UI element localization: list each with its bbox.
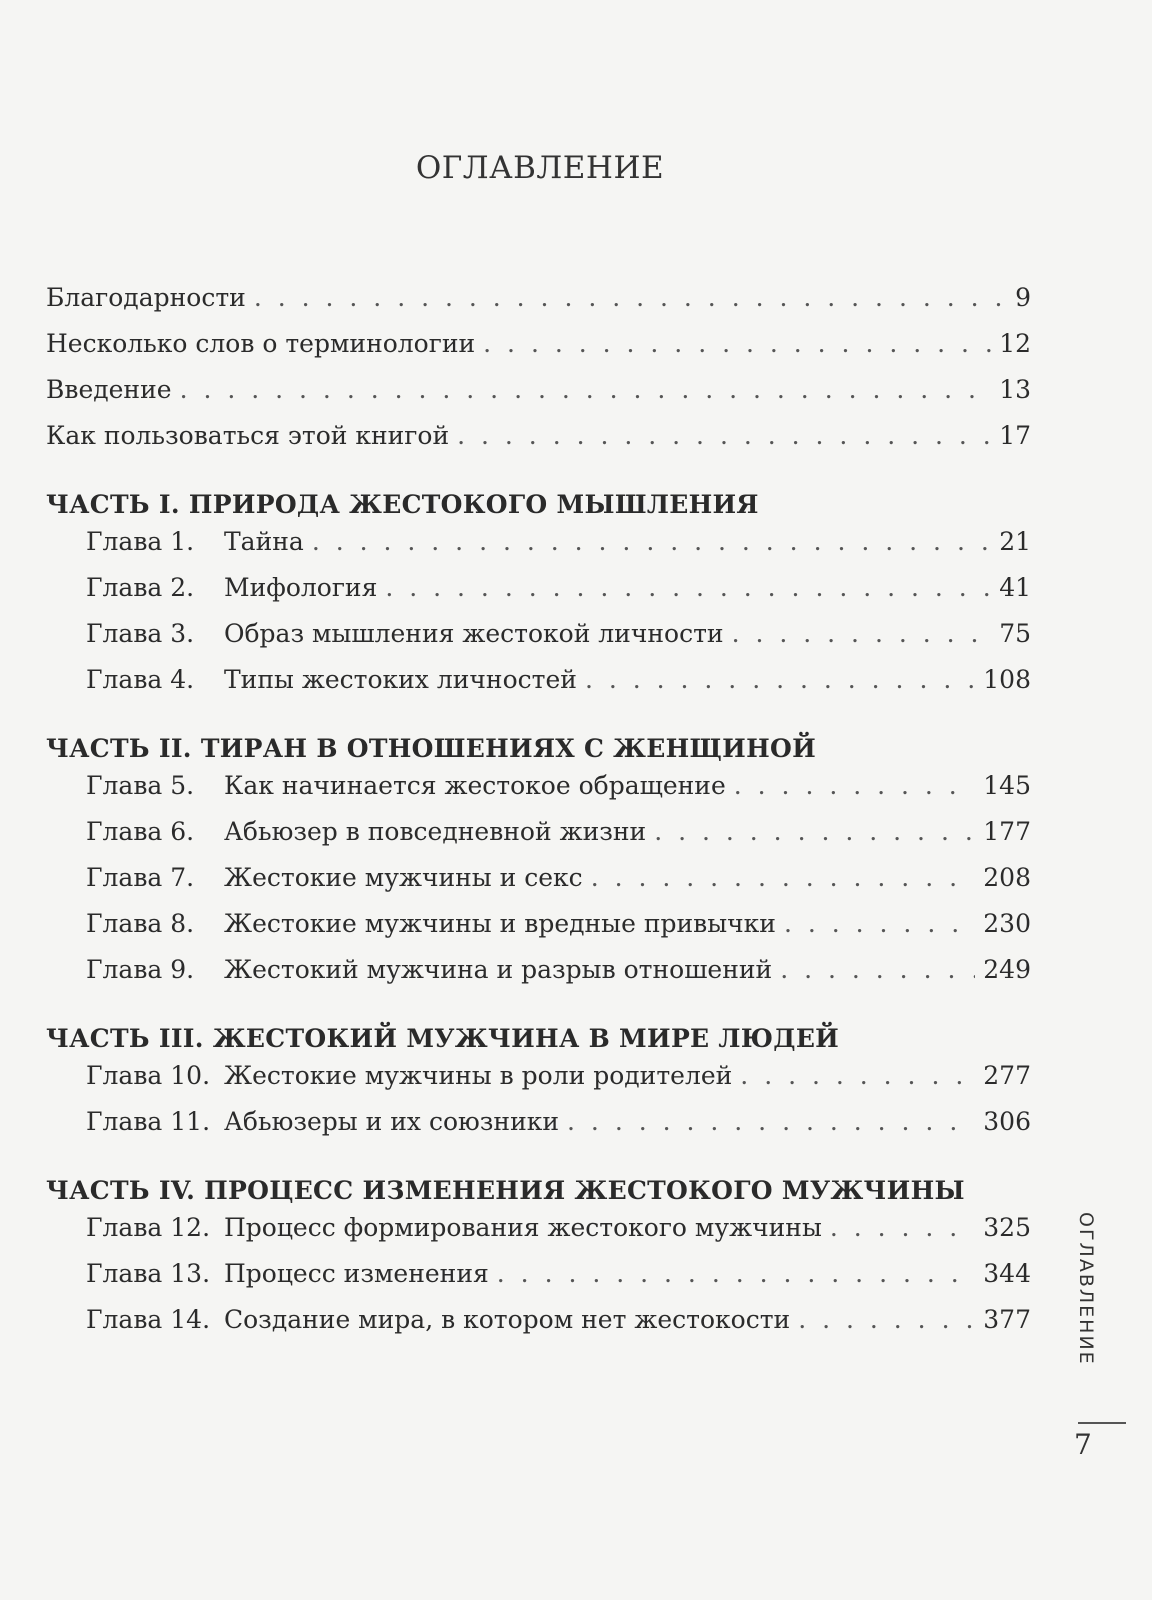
- chapter-number: Глава 11.: [86, 1107, 211, 1136]
- toc-chapter-12[interactable]: [46, 1213, 1031, 1259]
- toc-entry-page: 12: [999, 329, 1031, 358]
- chapter-page: 108: [983, 665, 1031, 694]
- dot-leader: [497, 1259, 976, 1288]
- chapter-title: Типы жестоких личностей: [224, 665, 577, 694]
- chapter-number: Глава 13.: [86, 1259, 211, 1288]
- toc-chapter-7[interactable]: [46, 863, 1031, 909]
- chapter-page: 306: [983, 1107, 1031, 1136]
- chapter-page: 21: [999, 527, 1031, 556]
- part-heading-1[interactable]: ЧАСТЬ I. ПРИРОДА ЖЕСТОКОГО МЫШЛЕНИЯ: [46, 489, 759, 519]
- toc-entry-page: 9: [1015, 283, 1031, 312]
- chapter-title: Тайна: [224, 527, 304, 556]
- chapter-number: Глава 12.: [86, 1213, 211, 1242]
- chapter-number: Глава 10.: [86, 1061, 211, 1090]
- part-heading-2[interactable]: ЧАСТЬ II. ТИРАН В ОТНОШЕНИЯХ С ЖЕНЩИНОЙ: [46, 733, 817, 763]
- chapter-title: Мифология: [224, 573, 378, 602]
- chapter-title: Абьюзер в повседневной жизни: [224, 817, 647, 846]
- dot-leader: [780, 955, 975, 984]
- side-divider: [1078, 1422, 1126, 1424]
- dot-leader: [567, 1107, 975, 1136]
- toc-chapter-6[interactable]: [46, 817, 1031, 863]
- toc-entry-page: 17: [999, 421, 1031, 450]
- chapter-number: Глава 8.: [86, 909, 195, 938]
- chapter-number: Глава 2.: [86, 573, 195, 602]
- toc-entry-page: 13: [999, 375, 1031, 404]
- chapter-number: Глава 9.: [86, 955, 195, 984]
- dot-leader: [180, 375, 992, 404]
- chapter-number: Глава 7.: [86, 863, 195, 892]
- dot-leader: [312, 527, 991, 556]
- toc-entry-terminology[interactable]: [46, 329, 1031, 375]
- dot-leader: [732, 619, 992, 648]
- chapter-title: Процесс изменения: [224, 1259, 489, 1288]
- chapter-title: Создание мира, в котором нет жестокости: [224, 1305, 791, 1334]
- dot-leader: [483, 329, 991, 358]
- part-heading-4[interactable]: ЧАСТЬ IV. ПРОЦЕСС ИЗМЕНЕНИЯ ЖЕСТОКОГО МУЖЧИНЫ: [46, 1175, 965, 1205]
- page-title: ОГЛАВЛЕНИЕ: [415, 150, 665, 186]
- chapter-page: 230: [983, 909, 1031, 938]
- dot-leader: [784, 909, 975, 938]
- toc-chapter-9[interactable]: [46, 955, 1031, 1001]
- chapter-page: 41: [999, 573, 1031, 602]
- dot-leader: [740, 1061, 975, 1090]
- toc-entry-label: Несколько слов о терминологии: [46, 329, 476, 358]
- dot-leader: [654, 817, 975, 846]
- toc-entry-label: Введение: [46, 375, 172, 404]
- chapter-page: 75: [999, 619, 1031, 648]
- toc-chapter-11[interactable]: [46, 1107, 1031, 1153]
- dot-leader: [254, 283, 1007, 312]
- toc-chapter-14[interactable]: [46, 1305, 1031, 1351]
- chapter-number: Глава 4.: [86, 665, 195, 694]
- dot-leader: [385, 573, 991, 602]
- chapter-title: Жестокие мужчины в роли родителей: [224, 1061, 733, 1090]
- chapter-page: 344: [983, 1259, 1031, 1288]
- toc-entry-label: Благодарности: [46, 283, 246, 312]
- chapter-title: Жестокие мужчины и вредные привычки: [224, 909, 776, 938]
- chapter-number: Глава 3.: [86, 619, 195, 648]
- toc-chapter-4[interactable]: [46, 665, 1031, 711]
- chapter-page: 377: [983, 1305, 1031, 1334]
- toc-chapter-5[interactable]: [46, 771, 1031, 817]
- dot-leader: [830, 1213, 975, 1242]
- dot-leader: [457, 421, 991, 450]
- running-side-label: ОГЛАВЛЕНИЕ: [1075, 1212, 1097, 1366]
- chapter-page: 177: [983, 817, 1031, 846]
- chapter-title: Абьюзеры и их союзники: [224, 1107, 560, 1136]
- toc-chapter-13[interactable]: [46, 1259, 1031, 1305]
- chapter-number: Глава 1.: [86, 527, 195, 556]
- chapter-number: Глава 5.: [86, 771, 195, 800]
- toc-entry-how-to-use[interactable]: [46, 421, 1031, 467]
- toc-chapter-2[interactable]: [46, 573, 1031, 619]
- chapter-number: Глава 6.: [86, 817, 195, 846]
- part-heading-3[interactable]: ЧАСТЬ III. ЖЕСТОКИЙ МУЖЧИНА В МИРЕ ЛЮДЕЙ: [46, 1023, 840, 1053]
- table-of-contents: [46, 283, 1031, 1351]
- page-number: 7: [1074, 1428, 1092, 1461]
- toc-entry-introduction[interactable]: [46, 375, 1031, 421]
- chapter-page: 325: [983, 1213, 1031, 1242]
- dot-leader: [734, 771, 976, 800]
- toc-entry-acknowledgements[interactable]: [46, 283, 1031, 329]
- toc-chapter-1[interactable]: [46, 527, 1031, 573]
- dot-leader: [798, 1305, 975, 1334]
- chapter-number: Глава 14.: [86, 1305, 211, 1334]
- toc-chapter-10[interactable]: [46, 1061, 1031, 1107]
- chapter-title: Образ мышления жестокой личности: [224, 619, 724, 648]
- chapter-title: Как начинается жестокое обращение: [224, 771, 726, 800]
- chapter-page: 277: [983, 1061, 1031, 1090]
- chapter-page: 249: [983, 955, 1031, 984]
- chapter-title: Жестокий мужчина и разрыв отношений: [224, 955, 773, 984]
- dot-leader: [591, 863, 976, 892]
- chapter-page: 208: [983, 863, 1031, 892]
- toc-chapter-8[interactable]: [46, 909, 1031, 955]
- toc-entry-label: Как пользоваться этой книгой: [46, 421, 450, 450]
- dot-leader: [585, 665, 975, 694]
- toc-chapter-3[interactable]: [46, 619, 1031, 665]
- chapter-page: 145: [983, 771, 1031, 800]
- chapter-title: Процесс формирования жестокого мужчины: [224, 1213, 822, 1242]
- chapter-title: Жестокие мужчины и секс: [224, 863, 583, 892]
